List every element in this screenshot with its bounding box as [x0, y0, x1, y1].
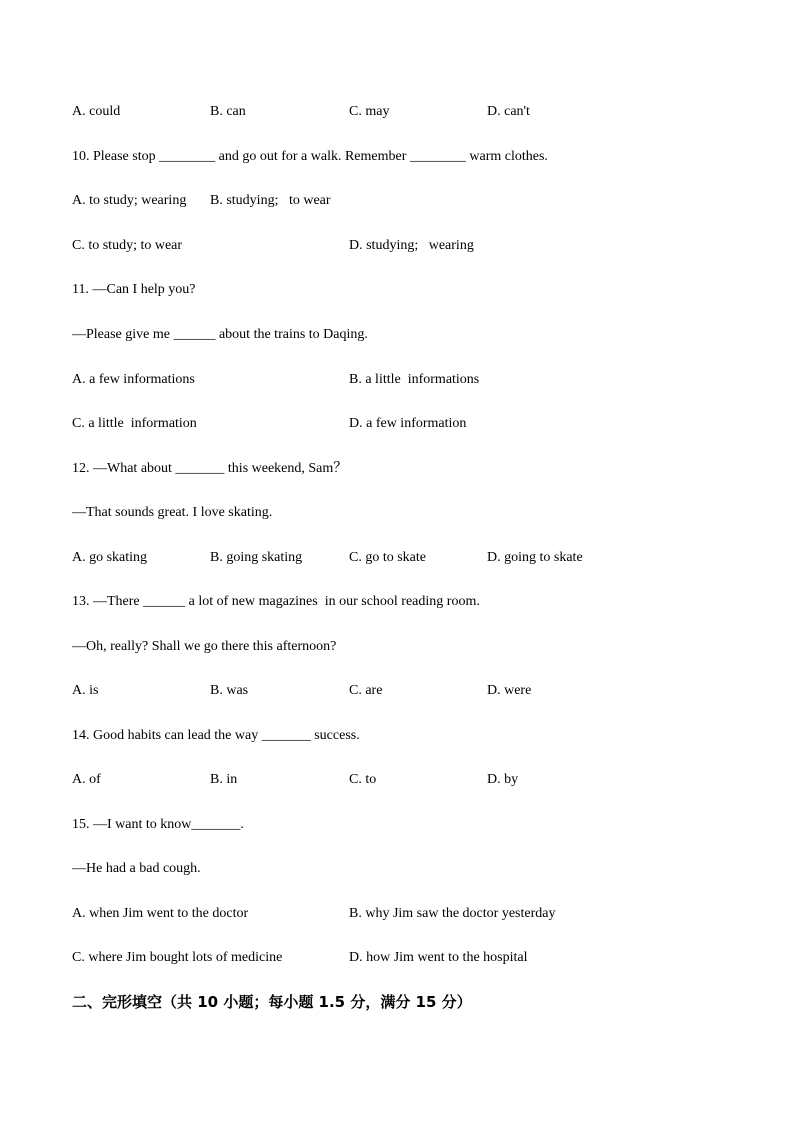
q15-option-c: C. where Jim bought lots of medicine	[72, 950, 283, 965]
q13-option-a: A. is	[72, 683, 99, 698]
q11-option-d: D. a few information	[349, 416, 467, 431]
q14-option-a: A. of	[72, 772, 101, 787]
q9-option-a: A. could	[72, 104, 121, 119]
q12-stem: 12. —What about _______ this weekend, Sam？	[72, 461, 348, 476]
q15-option-a: A. when Jim went to the doctor	[72, 906, 249, 921]
q14-stem: 14. Good habits can lead the way _______ success.	[72, 728, 360, 743]
q13-option-c: C. are	[349, 683, 383, 698]
q10-option-d: D. studying; wearing	[349, 238, 474, 253]
q10-option-b: B. studying; to wear	[210, 193, 331, 208]
q11-option-c: C. a little information	[72, 416, 197, 431]
section-heading: 二、完形填空（共 10 小题；每小题 1.5 分，满分 15 分）	[72, 993, 472, 1011]
q11-option-a: A. a few informations	[72, 372, 195, 387]
q14-option-c: C. to	[349, 772, 377, 787]
q15-option-d: D. how Jim went to the hospital	[349, 950, 528, 965]
q15-reply: —He had a bad cough.	[72, 861, 201, 876]
q12-option-c: C. go to skate	[349, 550, 426, 565]
q15-stem: 15. —I want to know_______.	[72, 817, 244, 832]
q13-option-d: D. were	[487, 683, 532, 698]
q11-reply: —Please give me ______ about the trains to Daqing.	[72, 327, 368, 342]
q15-option-b: B. why Jim saw the doctor yesterday	[349, 906, 556, 921]
q10-stem: 10. Please stop ________ and go out for a walk. Remember ________ warm clothes.	[72, 149, 548, 164]
q12-option-a: A. go skating	[72, 550, 148, 565]
q12-option-b: B. going skating	[210, 550, 303, 565]
q12-option-d: D. going to skate	[487, 550, 583, 565]
q14-option-b: B. in	[210, 772, 238, 787]
q12-reply: —That sounds great. I love skating.	[72, 505, 273, 520]
q9-option-b: B. can	[210, 104, 246, 119]
q11-stem: 11. —Can I help you?	[72, 282, 196, 297]
q11-option-b: B. a little informations	[349, 372, 480, 387]
q9-option-c: C. may	[349, 104, 390, 119]
q14-option-d: D. by	[487, 772, 519, 787]
q13-stem: 13. —There ______ a lot of new magazines in our school reading room.	[72, 594, 480, 609]
q13-reply: —Oh, really? Shall we go there this afternoon?	[72, 639, 337, 654]
q13-option-b: B. was	[210, 683, 249, 698]
q10-option-c: C. to study; to wear	[72, 238, 183, 253]
q9-option-d: D. can't	[487, 104, 530, 119]
q10-option-a: A. to study; wearing	[72, 193, 187, 208]
